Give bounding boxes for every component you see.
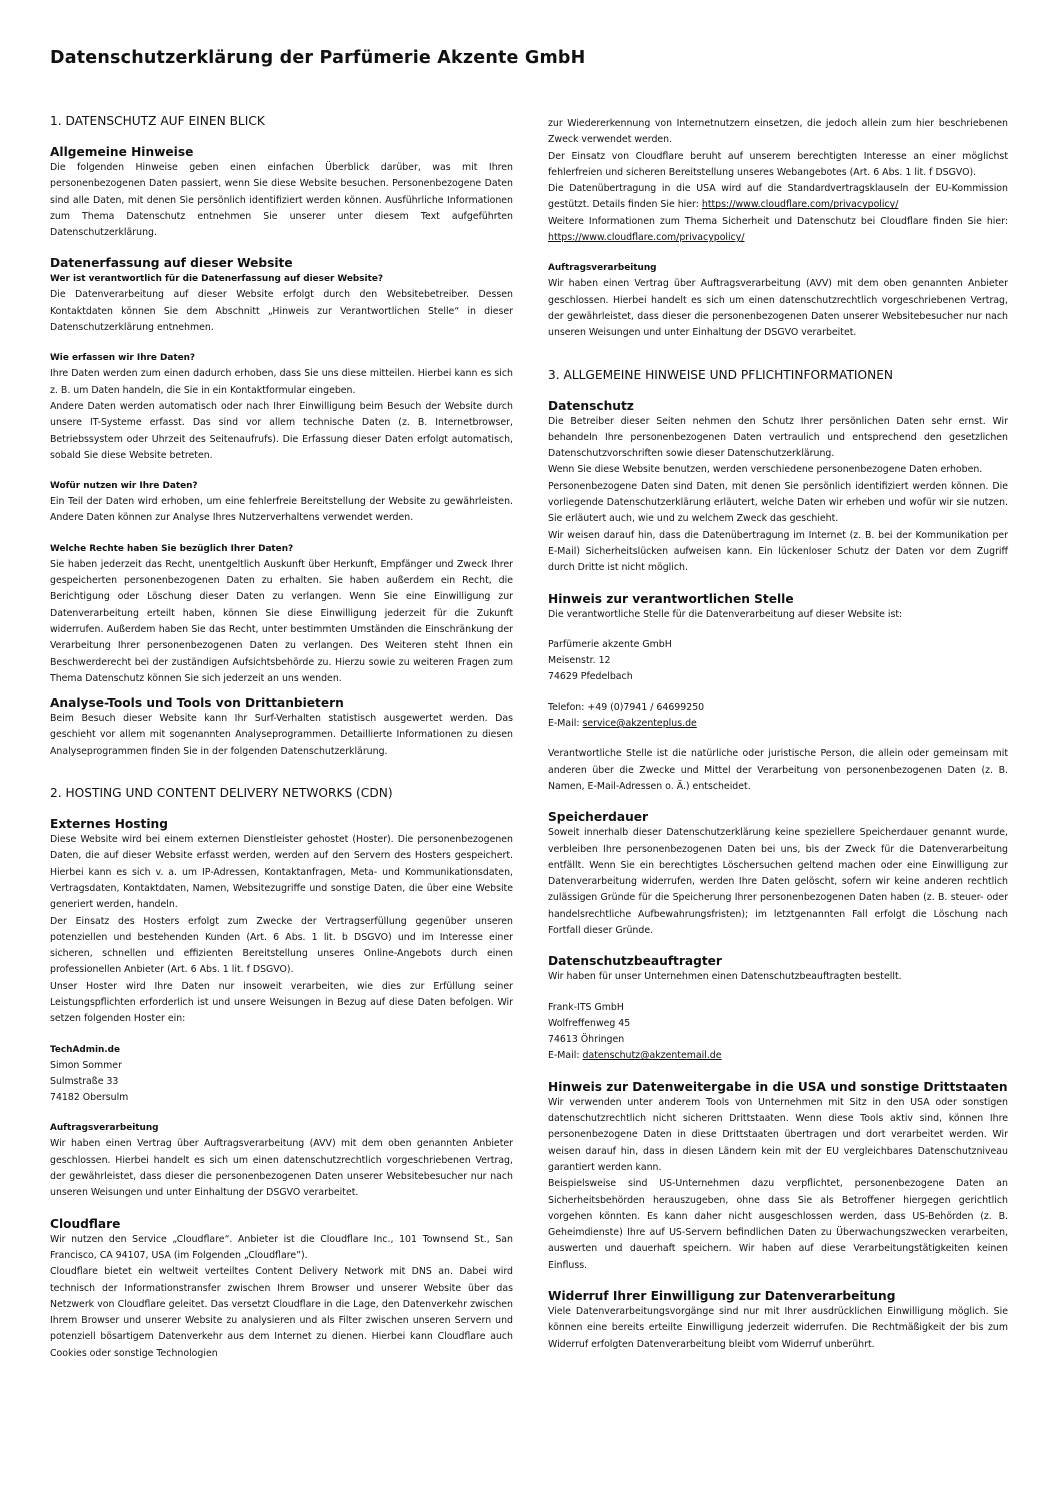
- question-verantwortlich: Wer ist verantwortlich für die Datenerfassung auf dieser Website?: [50, 274, 384, 285]
- question-wofuer: Wofür nutzen wir Ihre Daten?: [50, 481, 198, 492]
- right-column: [548, 116, 1008, 1353]
- answer-rechte: Sie haben jederzeit das Recht, unentgeltlich Auskunft über Herkunft, Empfänger und Zweck Ihrer gespeicherten personenbezogenen Daten zu erhalten. Sie haben außerdem ein Recht, die Berichtigung oder Löschung dieser Daten zu verlangen. Wenn Sie eine Einwilligung zur Datenverarbeitung erteilt haben, können Sie diese Einwilligung jederzeit für die Zukunft widerrufen. Außerdem haben Sie das Recht, unter bestimmten Umständen die Einschränkung der Verarbeitung Ihrer personenbezogenen Daten zu verlangen. Des Weiteren steht Ihnen ein Beschwerderecht bei der zuständigen Aufsichtsbehörde zu. Hierzu sowie zu weiteren Fragen zum Thema Datenschutz können Sie sich jederzeit an uns wenden.: [50, 558, 513, 684]
- section-1-heading: 1. DATENSCHUTZ AUF EINEN BLICK: [50, 114, 265, 128]
- speicherdauer-text: Soweit innerhalb dieser Datenschutzerklärung keine speziellere Speicherdauer genannt wurde, verbleiben Ihre personenbezogenen Daten bei uns, bis der Zweck für die Datenverarbeitung entfällt. Wenn Sie ein berechtigtes Löschersuchen geltend machen oder eine Einwilligung zur Datenverarbeitung widerrufen, werden Ihre Daten gelöscht, sofern wir keine anderen rechtlich zulässigen Gründe für die Speicherung Ihrer personenbezogenen Daten haben (z. B. steuer- oder handelsrechtliche Aufbewahrungsfristen); im letztgenannten Fall erfolgt die Löschung nach Fortfall dieser Gründe.: [548, 827, 1008, 936]
- cloudflare-continued-2: Der Einsatz von Cloudflare beruht auf unserem berechtigten Interesse an einer möglichst fehlerfreien und sicheren Bereitstellung unseres Webangebotes (Art. 6 Abs. 1 lit. f DSGVO).: [548, 150, 1008, 178]
- hoster-city: 74182 Obersulm: [50, 1092, 129, 1104]
- auftragsverarbeitung-text-2: Wir haben einen Vertrag über Auftragsverarbeitung (AVV) mit dem oben genannten Anbieter geschlossen. Hierbei handelt es sich um einen datenschutzrechtlich vorgeschriebenen Vertrag, der gewährleistet, dass dieser die personenbezogenen Daten unserer Websitebesucher nur nach unseren Weisungen und unter Einhaltung der DSGVO verarbeitet.: [548, 278, 1008, 339]
- answer-wie-erfassen-2: Andere Daten werden automatisch oder nach Ihrer Einwilligung beim Besuch der Website durch unsere IT-Systeme erfasst. Das sind vor allem technische Daten (z. B. Internetbrowser, Betriebssystem oder Uhrzeit des Seitenaufrufs). Die Erfassung dieser Daten erfolgt automatisch, sobald Sie diese Website betreten.: [50, 400, 513, 461]
- page-title: Datenschutzerklärung der Parfümerie Akzente GmbH: [50, 48, 586, 68]
- answer-wofuer: Ein Teil der Daten wird erhoben, um eine fehlerfreie Bereitstellung der Website zu gewährleisten. Andere Daten können zur Analyse Ihres Nutzerverhaltens verwendet werden.: [50, 496, 513, 524]
- auftragsverarbeitung-text: Wir haben einen Vertrag über Auftragsverarbeitung (AVV) mit dem oben genannten Anbieter geschlossen. Hierbei handelt es sich um einen datenschutzrechtlich vorgeschriebenen Vertrag, der gewährleistet, dass dieser die personenbezogenen Daten unserer Websitebesucher nur nach unseren Weisungen und unter Einhaltung der DSGVO verarbeitet.: [50, 1138, 513, 1199]
- section-2-heading: 2. HOSTING UND CONTENT DELIVERY NETWORKS (CDN): [50, 786, 393, 801]
- company-email-label: E-Mail:: [548, 718, 580, 730]
- answer-wie-erfassen: Ihre Daten werden zum einen dadurch erhoben, dass Sie uns diese mitteilen. Hierbei kann es sich z. B. um Daten handeln, die Sie in ein Kontaktformular eingeben.: [50, 368, 513, 396]
- datenschutzbeauftragter-heading: Datenschutzbeauftragter: [548, 954, 722, 969]
- usa-transfer-heading: Hinweis zur Datenweitergabe in die USA und sonstige Drittstaaten: [548, 1079, 1008, 1094]
- datenschutz-text-2: Wenn Sie diese Website benutzen, werden verschiedene personenbezogene Daten erhoben.: [548, 464, 983, 476]
- speicherdauer-heading: Speicherdauer: [548, 810, 649, 825]
- widerruf-text: Viele Datenverarbeitungsvorgänge sind nur mit Ihrer ausdrücklichen Einwilligung möglich. Sie können eine bereits erteilte Einwilligung jederzeit widerrufen. Die Rechtmäßigkeit der bis zum Widerruf erfolgten Datenverarbeitung bleibt vom Widerruf unberührt.: [548, 1306, 1008, 1350]
- dsb-email-label: E-Mail:: [548, 1050, 580, 1062]
- question-rechte: Welche Rechte haben Sie bezüglich Ihrer Daten?: [50, 543, 294, 554]
- answer-verantwortlich: Die Datenverarbeitung auf dieser Website erfolgt durch den Websitebetreiber. Dessen Kontaktdaten können Sie dem Abschnitt „Hinweis zur Verantwortlichen Stelle“ in dieser Datenschutzerklärung entnehmen.: [50, 289, 513, 334]
- datenschutz-text-3: Personenbezogene Daten sind Daten, mit denen Sie persönlich identifiziert werden können. Die vorliegende Datenschutzerklärung erläutert, welche Daten wir erheben und wofür wir sie nutzen. Sie erläutert auch, wie und zu welchem Zweck das geschieht.: [548, 480, 1008, 525]
- dsb-company: Frank-ITS GmbH: [548, 1001, 624, 1013]
- cloudflare-more-info-text: Weitere Informationen zum Thema Sicherheit und Datenschutz bei Cloudflare finden Sie hier:: [548, 215, 1008, 227]
- verantwortliche-stelle-definition: Verantwortliche Stelle ist die natürliche oder juristische Person, die allein oder gemeinsam mit anderen über die Zwecke und Mittel der Verarbeitung von personenbezogenen Daten (z. B. Namen, E-Mail-Adressen o. Ä.) entscheidet.: [548, 748, 1008, 792]
- externes-hosting-heading: Externes Hosting: [50, 817, 168, 832]
- dsb-street: Wolfreffenweg 45: [548, 1017, 631, 1029]
- cloudflare-continued-3: [548, 181, 1008, 214]
- widerruf-heading: Widerruf Ihrer Einwilligung zur Datenverarbeitung: [548, 1289, 896, 1304]
- cloudflare-privacy-link-1[interactable]: https://www.cloudflare.com/privacypolicy/: [701, 199, 899, 211]
- cloudflare-text-1: Wir nutzen den Service „Cloudflare“. Anbieter ist die Cloudflare Inc., 101 Townsend St., San Francisco, CA 94107, USA (im Folgenden „Cloudflare”).: [50, 1233, 513, 1261]
- verantwortliche-stelle-heading: Hinweis zur verantwortlichen Stelle: [548, 591, 794, 606]
- dsb-city: 74613 Öhringen: [548, 1034, 625, 1046]
- dsb-email-line: [548, 1048, 1008, 1064]
- usa-transfer-text-1: Wir verwenden unter anderem Tools von Unternehmen mit Sitz in den USA oder sonstigen datenschutzrechtlich nicht sicheren Drittstaaten. Wenn diese Tools aktiv sind, können Ihre personenbezogene Daten in diese Drittstaaten übertragen und dort verarbeitet werden. Wir weisen darauf hin, dass in diesen Ländern kein mit der EU vergleichbares Datenschutzniveau garantiert werden kann.: [548, 1096, 1008, 1173]
- datenschutz-heading: Datenschutz: [548, 398, 634, 413]
- hosting-text-3: Unser Hoster wird Ihre Daten nur insoweit verarbeiten, wie dies zur Erfüllung seiner Leistungspflichten erforderlich ist und unsere Weisungen in Bezug auf diese Daten befolgen. Wir setzen folgenden Hoster ein:: [50, 980, 513, 1025]
- hoster-name: TechAdmin.de: [50, 1044, 121, 1055]
- datenschutz-text-4: Wir weisen darauf hin, dass die Datenübertragung im Internet (z. B. bei der Kommunikation per E-Mail) Sicherheitslücken aufweisen kann. Ein lückenloser Schutz der Daten vor dem Zugriff durch Dritte ist nicht möglich.: [548, 529, 1008, 574]
- auftragsverarbeitung-heading: Auftragsverarbeitung: [50, 1123, 159, 1134]
- cloudflare-continued: zur Wiedererkennung von Internetnutzern einsetzen, die jedoch allein zum hier beschriebenen Zweck verwendet werden.: [548, 118, 1008, 146]
- analyse-tools-text: Beim Besuch dieser Website kann Ihr Surf-Verhalten statistisch ausgewertet werden. Das geschieht vor allem mit sogenannten Analyseprogrammen. Detaillierte Informationen zu diesen Analyseprogrammen finden Sie in der folgenden Datenschutzerklärung.: [50, 713, 513, 757]
- verantwortliche-stelle-text: Die verantwortliche Stelle für die Datenverarbeitung auf dieser Website ist:: [548, 608, 903, 620]
- section-3-heading: 3. ALLGEMEINE HINWEISE UND PFLICHTINFORMATIONEN: [548, 367, 894, 382]
- company-city: 74629 Pfedelbach: [548, 671, 633, 683]
- datenschutzbeauftragter-text: Wir haben für unser Unternehmen einen Datenschutzbeauftragten bestellt.: [548, 971, 902, 983]
- company-name: Parfümerie akzente GmbH: [548, 638, 672, 650]
- company-phone: Telefon: +49 (0)7941 / 64699250: [548, 701, 705, 713]
- cloudflare-text-2: Cloudflare bietet ein weltweit verteiltes Content Delivery Network mit DNS an. Dabei wird technisch der Informationstransfer zwischen Ihrem Browser und unserer Website über das Netzwerk von Cloudflare geleitet. Das versetzt Cloudflare in die Lage, den Datenverkehr zwischen Ihrem Browser und unserer Website zu analysieren und als Filter zwischen unseren Servern und potenziell bösartigem Datenverkehr aus dem Internet zu dienen. Hierbei kann Cloudflare auch Cookies oder sonstige Technologien: [50, 1266, 513, 1359]
- cloudflare-continued-4: [548, 214, 1008, 247]
- question-wie-erfassen: Wie erfassen wir Ihre Daten?: [50, 353, 196, 364]
- dsb-email-link[interactable]: datenschutz@akzentemail.de: [582, 1050, 722, 1062]
- left-column: [50, 112, 513, 1362]
- cloudflare-details-text: Die Datenübertragung in die USA wird auf die Standardvertragsklauseln der EU-Kommission gestützt. Details finden Sie hier:: [548, 183, 1008, 211]
- datenschutz-text-1: Die Betreiber dieser Seiten nehmen den Schutz Ihrer persönlichen Daten sehr ernst. Wir behandeln Ihre personenbezogenen Daten vertraulich und entsprechend den gesetzlichen Datenschutzvorschriften sowie dieser Datenschutzerklärung.: [548, 415, 1008, 460]
- company-email-line: [548, 716, 1008, 732]
- company-street: Meisenstr. 12: [548, 655, 611, 667]
- company-email-link[interactable]: service@akzenteplus.de: [582, 718, 697, 730]
- allgemeine-hinweise-text: Die folgenden Hinweise geben einen einfachen Überblick darüber, was mit Ihren personenbezogenen Daten passiert, wenn Sie diese Website besuchen. Personenbezogene Daten sind alle Daten, mit denen Sie persönlich identifiziert werden können. Ausführliche Informationen zum Thema Datenschutz entnehmen Sie unserer unter diesem Text aufgeführten Datenschutzerklärung.: [50, 162, 513, 239]
- allgemeine-hinweise-heading: Allgemeine Hinweise: [50, 145, 194, 159]
- datenerfassung-heading: Datenerfassung auf dieser Website: [50, 256, 293, 271]
- auftragsverarbeitung-heading-2: Auftragsverarbeitung: [548, 263, 657, 274]
- cloudflare-privacy-link-2[interactable]: https://www.cloudflare.com/privacypolicy/: [548, 232, 745, 244]
- hosting-text-2: Der Einsatz des Hosters erfolgt zum Zwecke der Vertragserfüllung gegenüber unseren potenziellen und bestehenden Kunden (Art. 6 Abs. 1 lit. b DSGVO) und im Interesse einer sicheren, schnellen und effizienten Bereitstellung unseres Online-Angebots durch einen professionellen Anbieter (Art. 6 Abs. 1 lit. f DSGVO).: [50, 915, 513, 976]
- hoster-person: Simon Sommer: [50, 1059, 122, 1071]
- hoster-street: Sulmstraße 33: [50, 1075, 119, 1087]
- hosting-text-1: Diese Website wird bei einem externen Dienstleister gehostet (Hoster). Die personenbezogenen Daten, die auf dieser Website erfasst werden, werden auf den Servern des Hosters gespeichert. Hierbei kann es sich v. a. um IP-Adressen, Kontaktanfragen, Meta- und Kommunikationsdaten, Vertragsdaten, Kontaktdaten, Namen, Websitezugriffe und sonstige Daten, die über eine Website generiert werden, handeln.: [50, 834, 513, 911]
- analyse-tools-heading: Analyse-Tools und Tools von Drittanbietern: [50, 696, 344, 711]
- usa-transfer-text-2: Beispielsweise sind US-Unternehmen dazu verpflichtet, personenbezogene Daten an Sicherheitsbehörden herauszugeben, ohne dass Sie als Betroffener hiergegen gerichtlich vorgehen könnten. Es kann daher nicht ausgeschlossen werden, dass US-Behörden (z. B. Geheimdienste) Ihre auf US-Servern befindlichen Daten zu Überwachungszwecken verarbeiten, auswerten und dauerhaft speichern. Wir haben auf diese Verarbeitungstätigkeiten keinen Einfluss.: [548, 1178, 1008, 1271]
- cloudflare-heading: Cloudflare: [50, 1216, 121, 1231]
